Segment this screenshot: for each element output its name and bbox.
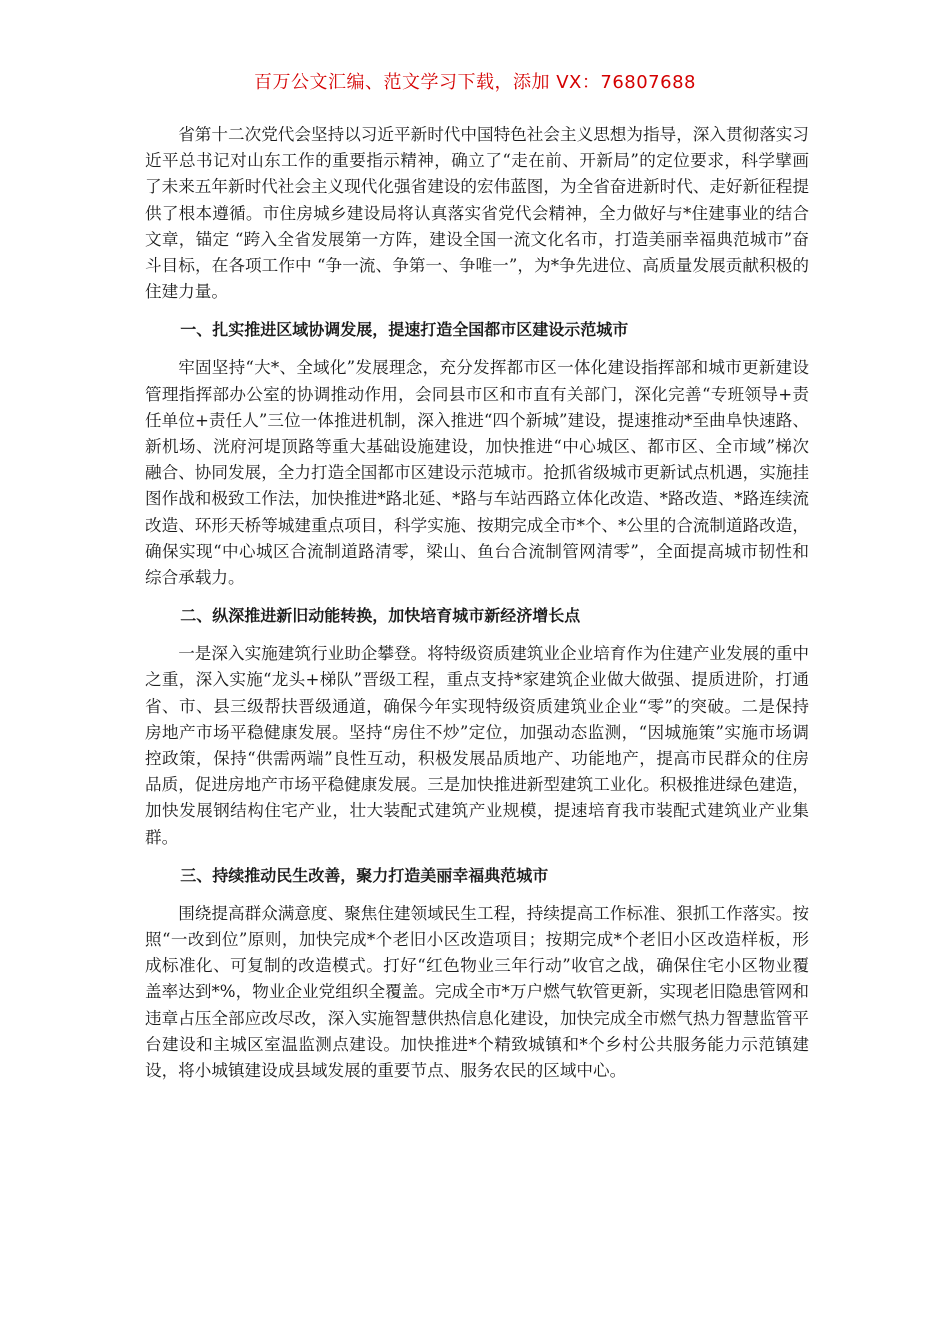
intro-paragraph: 省第十二次党代会坚持以习近平新时代中国特色社会主义思想为指导，深入贯彻落实习近平总书记对山东工作的重要指示精神，确立了“走在前、开新局”的定位要求，科学擘画了未来五年新时代社会主义现代化强省建设的宏伟蓝图，为全省奋进新时代、走好新征程提供了根本遵循。市住房城乡建设局将认真落实省党代会精神，全力做好与*住建事业的结合文章，锚定 “跨入全省发展第一方阵，建设全国一流文化名市，打造美丽幸福典范城市”奋斗目标，在各项工作中 “争一流、争第一、争唯一”，为*争先进位、高质量发展贡献积极的住建力量。: [145, 125, 809, 302]
section-paragraph-3: 围绕提高群众满意度、聚焦住建领域民生工程，持续提高工作标准、狠抓工作落实。按照“一改到位”原则，加快完成*个老旧小区改造项目；按期完成*个老旧小区改造样板，形成标准化、可复制的改造模式。打好“红色物业三年行动”收官之战，确保住宅小区物业覆盖率达到*%，物业企业党组织全覆盖。完成全市*万户燃气软管更新，实现老旧隐患管网和违章占压全部应改尽改，深入实施智慧供热信息化建设，加快完成全市燃气热力智慧监管平台建设和主城区室温监测点建设。加快推进*个精致城镇和*个乡村公共服务能力示范镇建设，将小城镇建设成县域发展的重要节点、服务农民的区域中心。: [145, 903, 809, 1081]
section-paragraph-1: 牢固坚持“大*、全域化”发展理念，充分发挥都市区一体化建设指挥部和城市更新建设管理指挥部办公室的协调推动作用，会同县市区和市直有关部门，深化完善“专班领导+责任单位+责任人”三位一体推进机制，深入推进“四个新城”建设，提速推动*至曲阜快速路、新机场、洸府河堤顶路等重大基础设施建设，加快推进“中心城区、都市区、全市域”梯次融合、协同发展，全力打造全国都市区建设示范城市。抢抓省级城市更新试点机遇，实施挂图作战和极致工作法，加快推进*路北延、*路与车站西路立体化改造、*路改造、*路连续流改造、环形天桥等城建重点项目，科学实施、按期完成全市*个、*公里的合流制道路改造，确保实现“中心城区合流制道路清零，梁山、鱼台合流制管网清零”，全面提高城市韧性和综合承载力。: [145, 358, 809, 588]
section-heading-2: 二、纵深推进新旧动能转换，加快培育城市新经济增长点: [180, 606, 581, 626]
document-body: [145, 122, 809, 1084]
section-paragraph-2: 一是深入实施建筑行业助企攀登。将特级资质建筑业企业培育作为住建产业发展的重中之重，深入实施“龙头+梯队”晋级工程，重点支持*家建筑企业做大做强、提质进阶，打通省、市、县三级帮扶晋级通道，确保今年实现特级资质建筑业企业“零”的突破。二是保持房地产市场平稳健康发展。坚持“房住不炒”定位，加强动态监测，“因城施策”实施市场调控政策，保持“供需两端”良性互动，积极发展品质地产、功能地产，提高市民群众的住房品质，促进房地产市场平稳健康发展。三是加快推进新型建筑工业化。积极推进绿色建造，加快发展钢结构住宅产业，壮大装配式建筑产业规模，提速培育我市装配式建筑业产业集群。: [145, 644, 809, 847]
watermark-banner: 百万公文汇编、范文学习下载，添加 VX：76807688: [254, 72, 696, 93]
section-heading-1: 一、扎实推进区域协调发展，提速打造全国都市区建设示范城市: [180, 320, 629, 340]
section-heading-3: 三、持续推动民生改善，聚力打造美丽幸福典范城市: [180, 865, 549, 885]
